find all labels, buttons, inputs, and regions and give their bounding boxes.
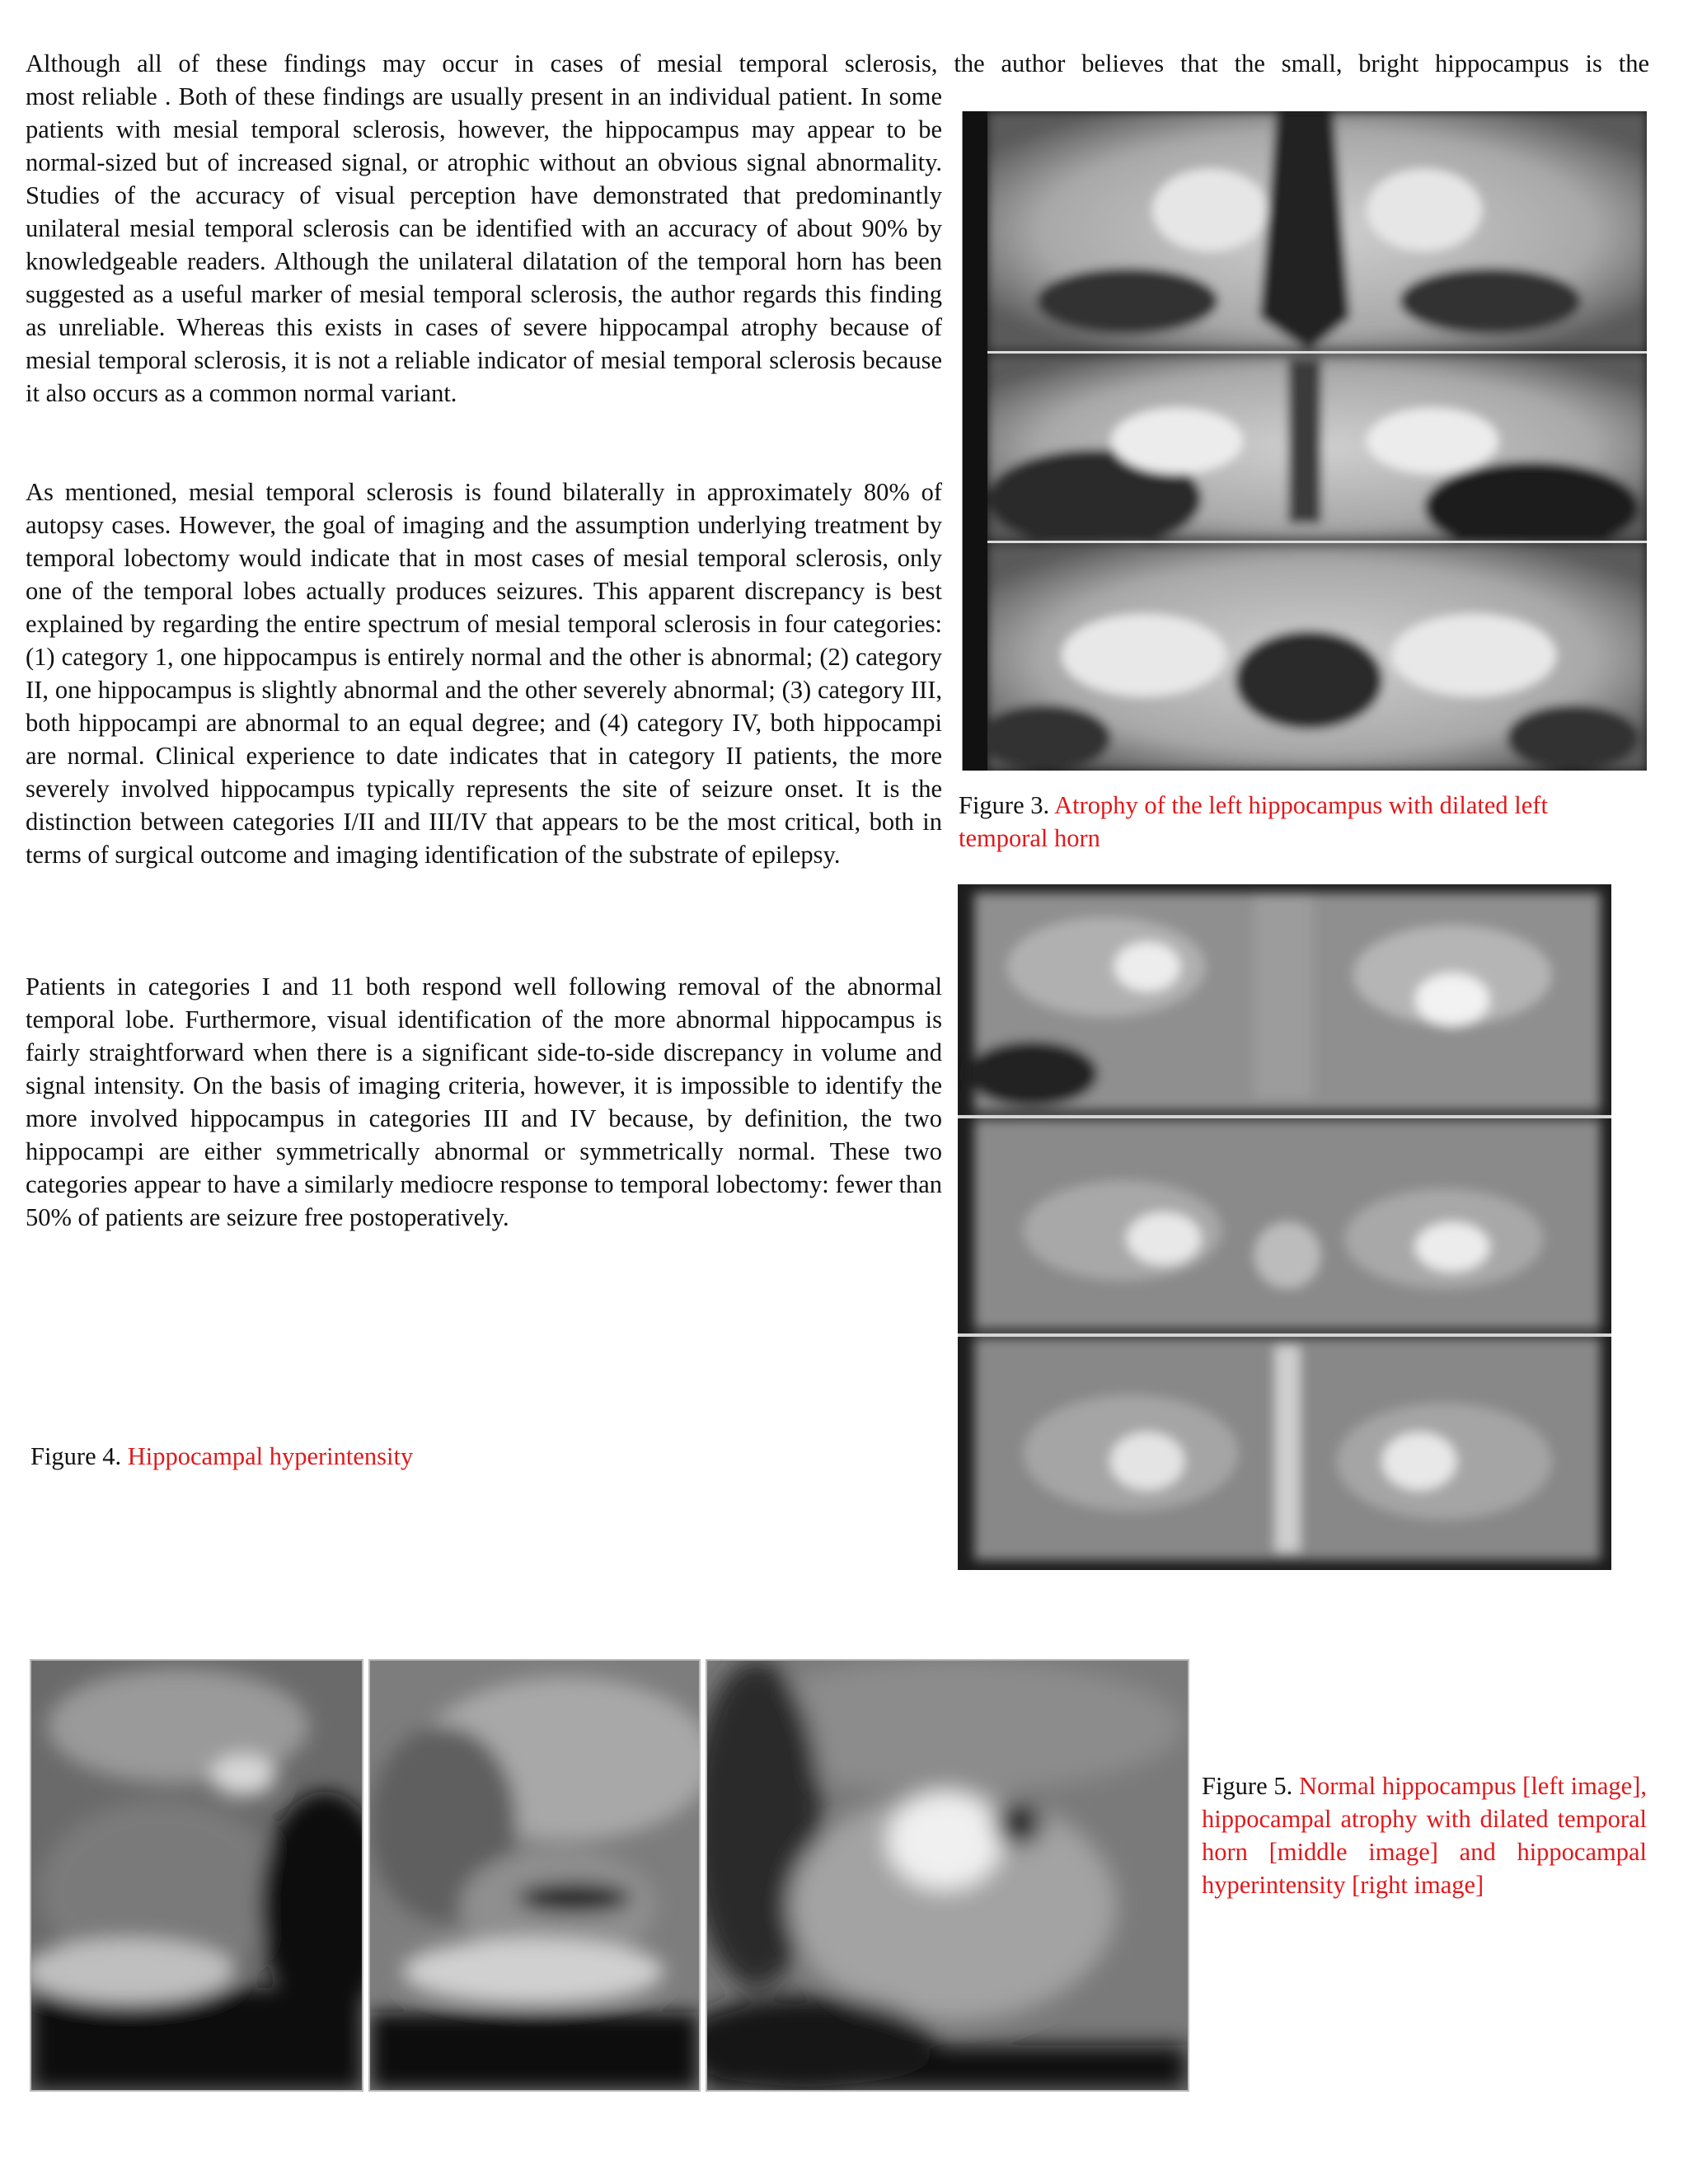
figure-5-caption: Figure 5. Normal hippocampus [left image], hippocampal atrophy with dilated temporal horn [middle image] and hippocampal hyperintensity [right image] [1202, 1772, 1647, 1899]
figure-5-panel-left [30, 1659, 363, 2092]
figure-4-image [958, 884, 1611, 1570]
figure-5-panel-right [706, 1659, 1189, 2092]
figure-3-caption: Figure 3. Atrophy of the left hippocampus with dilated left temporal horn [959, 791, 1548, 852]
paragraph-1: Although all of these findings may occur in cases of mesial temporal sclerosis, the author believes that the small, bright hippocampus is the [26, 49, 1649, 77]
paragraph-3: As mentioned, mesial temporal sclerosis is found bilaterally in approximately 80% of autopsy cases. However, the goal of imaging and the assumption underlying treatment by temporal lobectomy would indicate that in most cases of mesial temporal sclerosis, only one of the temporal lobes actually produces seizures. This apparent discrepancy is best explained by regarding the entire spectrum of mesial temporal sclerosis in four categories: (1) category 1, one hippocampus is entirely normal and the other is abnormal; (2) category II, one hippocampus is slightly abnormal and the other severely abnormal; (3) category III, both hippocampi are abnormal to an equal degree; and (4) category IV, both hippocampi are normal. Clinical experience to date indicates that in category II patients, the more severely involved hippocampus typically represents the site of seizure onset. It is the distinction between categories I/II and III/IV that appears to be the most critical, both in terms of surgical outcome and imaging identification of the substrate of epilepsy. [26, 478, 942, 869]
paragraph-4: Patients in categories I and 11 both respond well following removal of the abnormal temporal lobe. Furthermore, visual identification of the more abnormal hippocampus is fairly straightforward when there is a significant side-to-side discrepancy in volume and signal intensity. On the basis of imaging criteria, however, it is impossible to identify the more involved hippocampus in categories III and IV because, by definition, the two hippocampi are either symmetrically abnormal or symmetrically normal. These two categories appear to have a similarly mediocre response to temporal lobectomy: fewer than 50% of patients are seizure free postoperatively. [26, 972, 942, 1231]
figure-4-caption: Figure 4. Hippocampal hyperintensity [30, 1442, 414, 1470]
figure-5-image [30, 1659, 1189, 2092]
figure-3-image [962, 111, 1647, 771]
paragraph-2: most reliable . Both of these findings are usually present in an individual patient. In some patients with mesial temporal sclerosis, however, the hippocampus may appear to be normal-sized but of increased signal, or atrophic without an obvious signal abnormality. Studies of the accuracy of visual perception have demonstrated that predominantly unilateral mesial temporal sclerosis can be identified with an accuracy of about 90% by knowledgeable readers. Although the unilateral dilatation of the temporal horn has been suggested as a useful marker of mesial temporal sclerosis, the author regards this finding as unreliable. Whereas this exists in cases of severe hippocampal atrophy because of mesial temporal sclerosis, it is not a reliable indicator of mesial temporal sclerosis because it also occurs as a common normal variant. [26, 82, 942, 407]
figure-5-panel-middle [368, 1659, 701, 2092]
